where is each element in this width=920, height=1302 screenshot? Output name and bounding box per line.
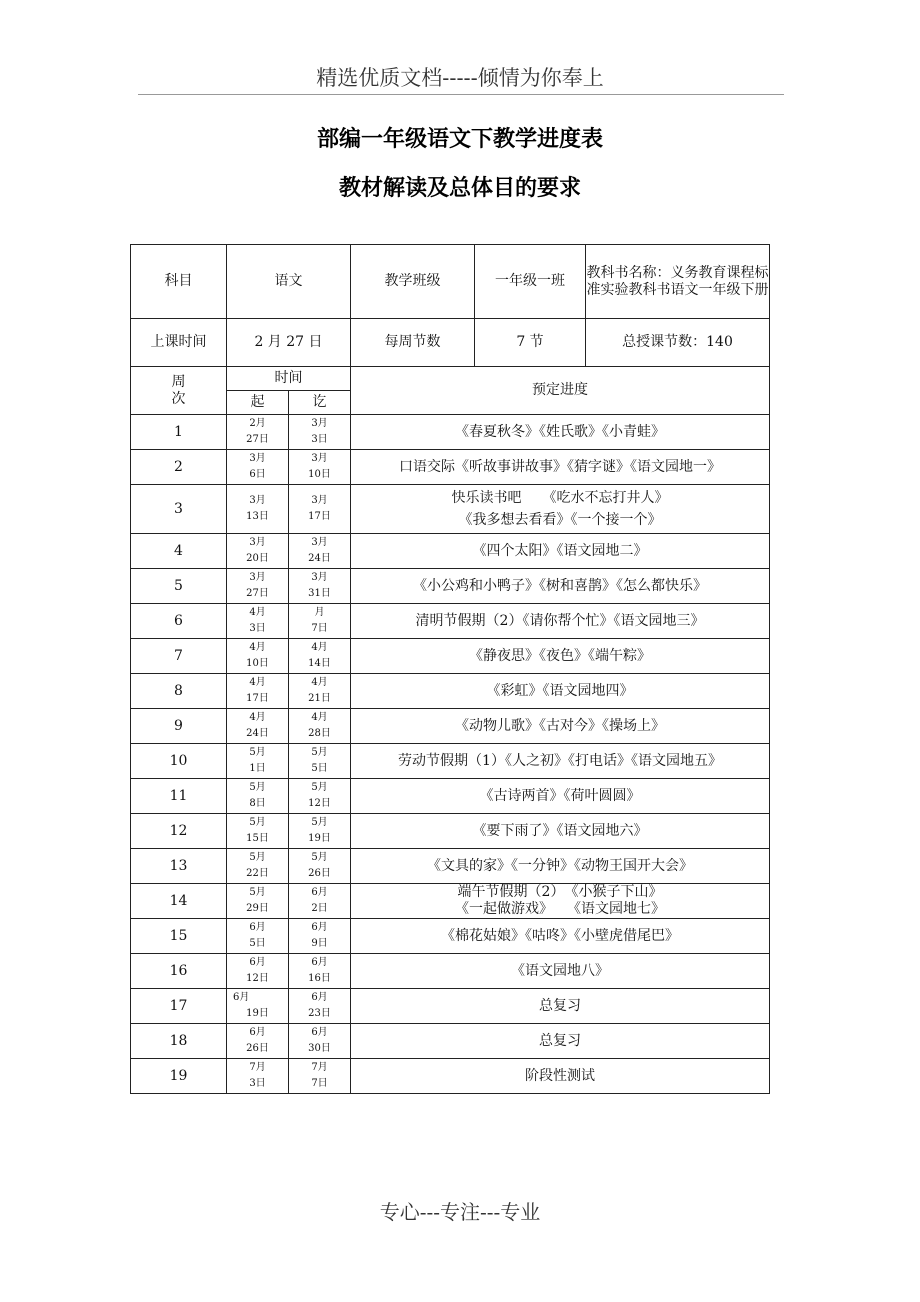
to-date [289,709,351,744]
progress-line: 《静夜思》《夜色》《端午粽》 [469,648,651,664]
planned-progress [351,884,770,919]
to-date-day: 30日 [308,1043,331,1054]
week-number: 7 [131,639,227,674]
to-date-day: 24日 [308,553,331,564]
week-number: 9 [131,709,227,744]
planned-progress [351,534,770,569]
week-header-line-2: 次 [171,390,186,407]
schedule-table [130,244,770,1094]
to-date [289,639,351,674]
from-date [227,884,289,919]
to-date-day: 23日 [308,1008,331,1019]
planned-progress [351,779,770,814]
weekly-value: 7 节 [475,319,586,367]
from-date-day: 27日 [246,434,269,445]
to-date-day: 10日 [308,469,331,480]
table-row [131,744,770,779]
table-row [131,709,770,744]
plan-header: 预定进度 [351,367,770,415]
from-date-month: 3月 [249,537,266,548]
from-date-day: 22日 [246,868,269,879]
textbook-name: 教科书名称：义务教育课程标准实验教科书语文一年级下册 [586,245,770,319]
progress-line: 《文具的家》《一分钟》《动物王国开大会》 [427,858,693,874]
table-row [131,1024,770,1059]
subject-value: 语文 [227,245,351,319]
to-date [289,485,351,534]
from-date [227,604,289,639]
table-row [131,919,770,954]
from-date-month: 5月 [249,887,266,898]
from-date [227,814,289,849]
table-row [131,485,770,534]
to-date [289,1059,351,1094]
table-row [131,534,770,569]
from-date-day: 20日 [246,553,269,564]
from-date [227,415,289,450]
from-date-day: 3日 [249,623,266,634]
from-date-day: 24日 [246,728,269,739]
from-date-month: 4月 [249,677,266,688]
progress-line: 阶段性测试 [525,1068,595,1084]
to-date [289,569,351,604]
to-date-day: 5日 [311,763,328,774]
time-header: 时间 [227,367,351,391]
week-number: 11 [131,779,227,814]
planned-progress [351,709,770,744]
week-number: 4 [131,534,227,569]
from-date [227,485,289,534]
from-date-month: 3月 [249,495,266,506]
from-date [227,919,289,954]
info-row-1 [131,245,770,319]
table-row [131,450,770,485]
progress-line: 《动物儿歌》《古对今》《操场上》 [455,718,665,734]
from-date [227,450,289,485]
to-date-month: 6月 [311,887,328,898]
progress-line: 快乐读书吧 《吃水不忘打井人》 [451,490,669,506]
from-date-month: 4月 [249,607,266,618]
week-number: 2 [131,450,227,485]
week-number: 6 [131,604,227,639]
progress-line: 口语交际《听故事讲故事》《猜字谜》《语文园地一》 [399,459,721,475]
planned-progress [351,450,770,485]
from-date [227,989,289,1024]
to-date-day: 19日 [308,833,331,844]
progress-line: 《小公鸡和小鸭子》《树和喜鹊》《怎么都快乐》 [413,578,707,594]
class-label: 教学班级 [351,245,475,319]
table-row [131,569,770,604]
document-subtitle: 教材解读及总体目的要求 [338,176,581,201]
to-date-day: 14日 [308,658,331,669]
week-number: 5 [131,569,227,604]
to-date [289,954,351,989]
from-date [227,534,289,569]
planned-progress [351,744,770,779]
to-date [289,534,351,569]
from-date [227,744,289,779]
table-row [131,674,770,709]
from-date [227,954,289,989]
to-date [289,814,351,849]
table-row [131,604,770,639]
to-date-day: 12日 [308,798,331,809]
from-date-day: 1日 [249,763,266,774]
week-header [131,367,227,415]
planned-progress [351,569,770,604]
from-date-day: 8日 [249,798,266,809]
progress-line: 《古诗两首》《荷叶圆圆》 [479,788,641,804]
to-date-day: 26日 [308,868,331,879]
to-date-month: 6月 [311,922,328,933]
to-date-month: 3月 [311,453,328,464]
to-date-month: 6月 [311,1027,328,1038]
from-date [227,779,289,814]
from-date-month: 3月 [249,572,266,583]
week-number: 1 [131,415,227,450]
from-date-month: 6月 [233,992,250,1003]
to-date-month: 3月 [311,495,328,506]
table-row [131,814,770,849]
progress-line: 《棉花姑娘》《咕咚》《小壁虎借尾巴》 [441,928,679,944]
to-date-day: 7日 [311,1078,328,1089]
to-date-day: 7日 [311,623,328,634]
from-date-month: 6月 [249,1027,266,1038]
to-date-day: 28日 [308,728,331,739]
planned-progress [351,1024,770,1059]
progress-line: 《四个太阳》《语文园地二》 [472,543,648,559]
to-date [289,744,351,779]
to-date-month: 5月 [311,747,328,758]
week-header-line-1: 周 [171,373,186,390]
from-date-day: 10日 [246,658,269,669]
from-date [227,849,289,884]
page-footer: 专心---专注---专业 [379,1200,541,1224]
to-date-day: 16日 [308,973,331,984]
table-row [131,849,770,884]
to-date [289,450,351,485]
progress-line: 端午节假期（2） 《小猴子下山》 [457,884,663,900]
from-date-day: 27日 [246,588,269,599]
from-date-month: 4月 [249,642,266,653]
progress-line: 《语文园地八》 [511,963,609,979]
total-lessons: 总授课节数：140 [586,319,770,367]
to-date-month: 3月 [311,572,328,583]
from-date-day: 15日 [246,833,269,844]
from-date-month: 5月 [249,817,266,828]
to-date [289,884,351,919]
from-date-day: 29日 [246,903,269,914]
from-date-month: 7月 [249,1062,266,1073]
week-number: 8 [131,674,227,709]
to-date-month: 5月 [311,782,328,793]
week-number: 10 [131,744,227,779]
start-value: 2 月 27 日 [227,319,351,367]
progress-line: 《要下雨了》《语文园地六》 [472,823,648,839]
table-row [131,884,770,919]
progress-line: 《我多想去看看》《一个接一个》 [458,512,662,528]
from-header: 起 [227,391,289,415]
from-date-day: 12日 [246,973,269,984]
from-date-month: 4月 [249,712,266,723]
week-number: 19 [131,1059,227,1094]
from-date [227,639,289,674]
to-date [289,919,351,954]
from-date-day: 3日 [249,1078,266,1089]
week-number: 13 [131,849,227,884]
header-row-1 [131,367,770,391]
planned-progress [351,674,770,709]
header-divider [138,94,784,95]
table-row [131,779,770,814]
from-date-month: 3月 [249,453,266,464]
progress-line: 《一起做游戏》 《语文园地七》 [455,901,665,917]
from-date-day: 17日 [246,693,269,704]
to-date-day: 31日 [308,588,331,599]
week-number: 17 [131,989,227,1024]
from-date-day: 26日 [246,1043,269,1054]
week-number: 15 [131,919,227,954]
to-date-month: 4月 [311,642,328,653]
to-date [289,604,351,639]
info-row-2 [131,319,770,367]
week-number: 18 [131,1024,227,1059]
from-date [227,569,289,604]
to-date-month: 4月 [311,712,328,723]
progress-line: 《春夏秋冬》《姓氏歌》《小青蛙》 [455,424,665,440]
to-date-day: 9日 [311,938,328,949]
planned-progress [351,849,770,884]
to-date [289,779,351,814]
table-row [131,415,770,450]
table-row [131,639,770,674]
to-date-month: 6月 [311,957,328,968]
progress-line: 总复习 [539,998,581,1014]
to-date-month: 月 [314,607,325,618]
to-date [289,674,351,709]
planned-progress [351,814,770,849]
to-date-month: 7月 [311,1062,328,1073]
to-date-day: 2日 [311,903,328,914]
from-date [227,1059,289,1094]
class-value: 一年级一班 [475,245,586,319]
to-date [289,415,351,450]
from-date-month: 5月 [249,852,266,863]
planned-progress [351,639,770,674]
page-header: 精选优质文档-----倾情为你奉上 [316,66,604,90]
to-date-day: 21日 [308,693,331,704]
to-date-month: 5月 [311,852,328,863]
document-title: 部编一年级语文下教学进度表 [316,127,603,152]
from-date-month: 2月 [249,418,266,429]
to-date-month: 4月 [311,677,328,688]
from-date-day: 13日 [246,511,269,522]
planned-progress [351,485,770,534]
to-date-day: 17日 [308,511,331,522]
from-date-day: 6日 [249,469,266,480]
planned-progress [351,989,770,1024]
from-date-day: 19日 [246,1008,269,1019]
week-number: 12 [131,814,227,849]
from-date-day: 5日 [249,938,266,949]
table-row [131,989,770,1024]
progress-line: 《彩虹》《语文园地四》 [486,683,634,699]
planned-progress [351,415,770,450]
to-date-month: 6月 [311,992,328,1003]
table-row [131,1059,770,1094]
to-date-month: 5月 [311,817,328,828]
from-date-month: 5月 [249,747,266,758]
week-number: 3 [131,485,227,534]
week-number: 14 [131,884,227,919]
planned-progress [351,604,770,639]
to-date [289,1024,351,1059]
from-date [227,1024,289,1059]
planned-progress [351,919,770,954]
to-date [289,849,351,884]
to-date [289,989,351,1024]
to-date-month: 3月 [311,418,328,429]
to-header: 讫 [289,391,351,415]
from-date [227,709,289,744]
table-row [131,954,770,989]
to-date-month: 3月 [311,537,328,548]
weekly-label: 每周节数 [351,319,475,367]
progress-line: 总复习 [539,1033,581,1049]
subject-label: 科目 [131,245,227,319]
start-label: 上课时间 [131,319,227,367]
from-date-month: 6月 [249,922,266,933]
from-date-month: 5月 [249,782,266,793]
from-date [227,674,289,709]
to-date-day: 3日 [311,434,328,445]
progress-line: 清明节假期（2）《请你帮个忙》《语文园地三》 [415,613,705,629]
planned-progress [351,1059,770,1094]
planned-progress [351,954,770,989]
from-date-month: 6月 [249,957,266,968]
week-number: 16 [131,954,227,989]
progress-line: 劳动节假期（1）《人之初》《打电话》《语文园地五》 [398,753,722,769]
